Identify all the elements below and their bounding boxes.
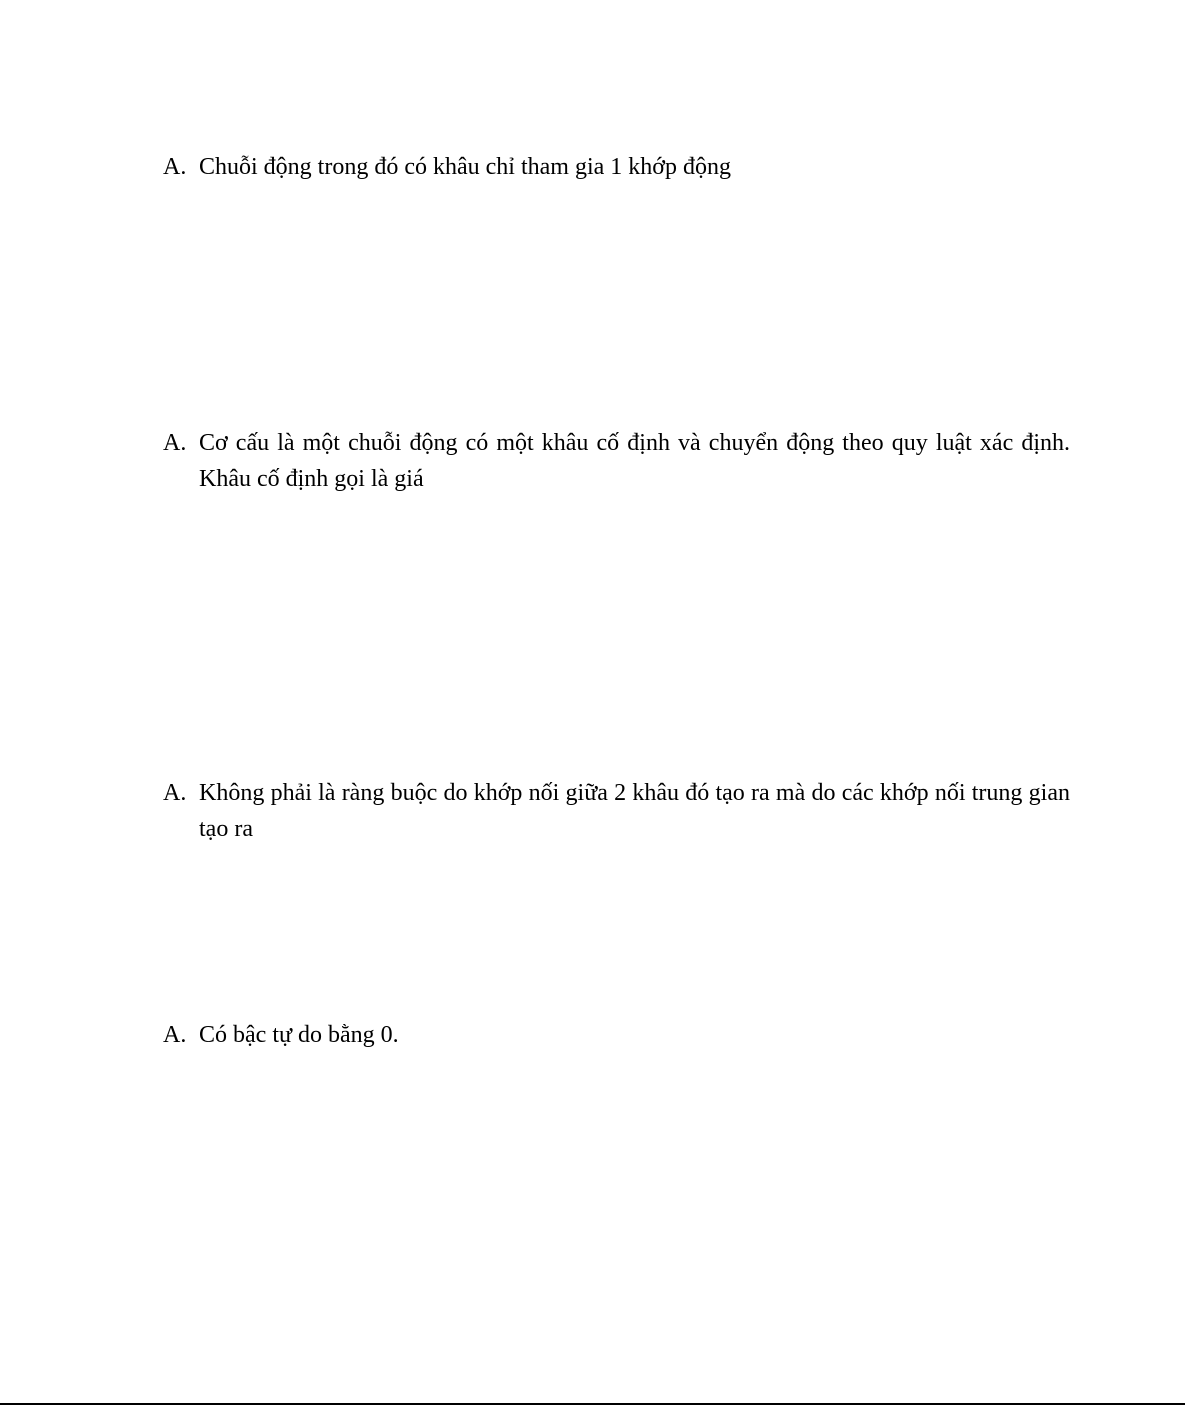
answer-option [163,775,1070,847]
option-text: Không phải là ràng buộc do khớp nối giữa 2 khâu đó tạo ra mà do các khớp nối trung gian tạo ra [199,780,1070,842]
answer-option [163,149,1070,185]
option-letter: A. [163,780,187,806]
option-text: Chuỗi động trong đó có khâu chỉ tham gia 1 khớp động [199,154,731,180]
option-letter: A. [163,154,187,180]
option-letter: A. [163,1022,187,1048]
option-text: Cơ cấu là một chuỗi động có một khâu cố định và chuyển động theo quy luật xác định. Khâu cố định gọi là giá [199,430,1070,492]
option-letter: A. [163,430,187,456]
option-text: Có bậc tự do bằng 0. [199,1022,399,1048]
answer-option [163,425,1070,497]
answer-option [163,1017,1070,1053]
